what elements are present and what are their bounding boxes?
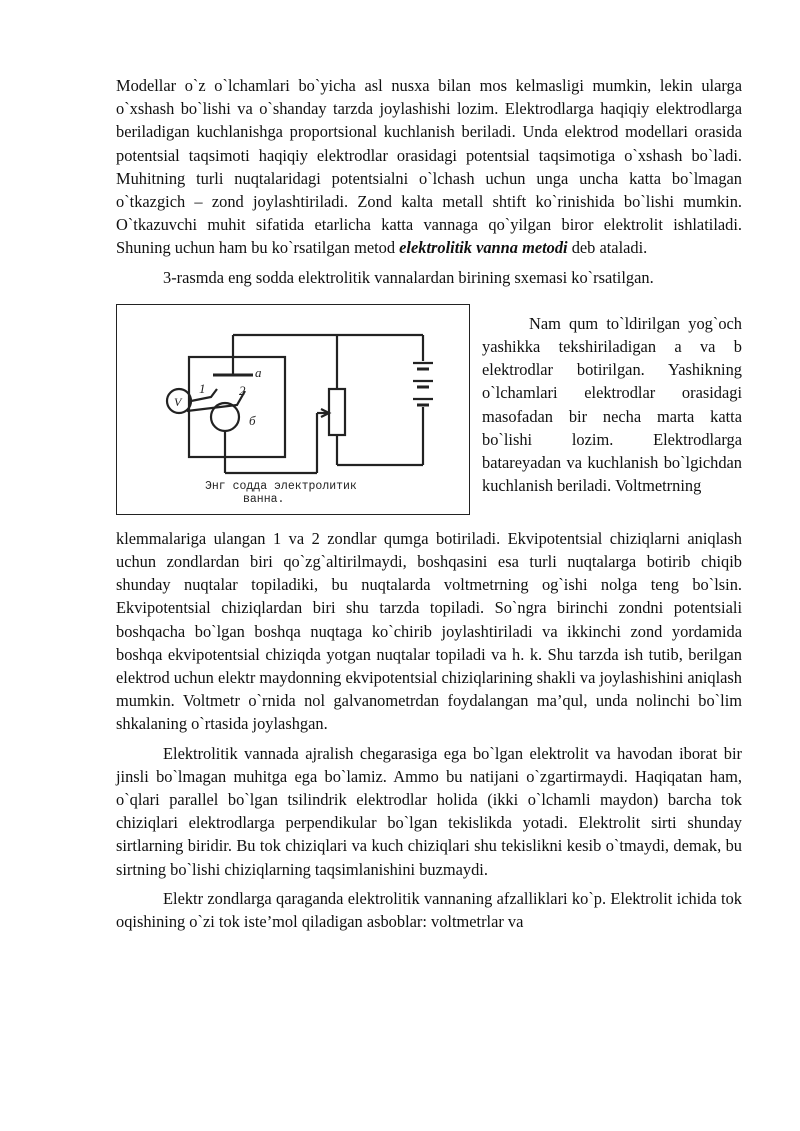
figure-electrolytic-bath — [116, 304, 470, 515]
label-b: б — [249, 412, 256, 428]
paragraph-figure-reference: 3-rasmda eng sodda elektrolitik vannalardan birining sxemasi ko`rsatilgan. — [163, 267, 654, 287]
paragraph-intro — [116, 74, 742, 260]
figure-row — [116, 304, 742, 527]
figure-caption-line-2: ванна. — [243, 492, 285, 506]
bath-box — [189, 357, 285, 457]
label-probe-1: 1 — [199, 380, 206, 396]
circuit-diagram — [117, 305, 469, 514]
label-probe-2: 2 — [239, 382, 246, 398]
paragraph-intro-text-a: Modellar o`z o`lchamlari bo`yicha asl nusxa bilan mos kelmasligi mumkin, lekin ularga o`xshash bo`lishi va o`shanday tarzda joylashishi lozim. Elektrodlarga haqiqiy elektrodlarga beriladigan kuchlanishga proportsional kuchlanish beriladi. Unda elektrod modellari orasida potentsial taqsimoti haqiqiy elektrodlar orasidagi potentsial taqsimotiga o`xshash bo`ladi. Muhitning turli nuqtalaridagi potentsialni o`lchash uchun unga uncha katta bo`lmagan o`tkazgich – zond joylashtiriladi. Zond kalta metall shtift ko`rinishida bo`lishi mumkin. O`tkazuvchi muhit sifatida etarlicha katta vannaga qo`yilgan biror elektrolit ishlatiladi. Shuning uchun ham bu ko`rsatilgan metod — [116, 76, 742, 258]
document-page — [116, 74, 742, 933]
paragraph-inhomogeneous-medium: Elektrolitik vannada ajralish chegarasiga ega bo`lgan elektrolit va havodan iborat bir jinsli bo`lmagan muhitga ega bo`lamiz. Ammo bu natijani o`zgartirmaydi. Haqiqatan ham, o`qlari parallel bo`lgan tsilindrik elektrodlar holida (ikki o`lchamli maydon) barcha tok chiziqlari elektrodlarga perpendikular bo`lgan tekislikda yotadi. Elektrolit sirti shunday sirtlarning biridir. Bu tok chiziqlari va kuch chiziqlari shu tekislikni kesib o`tmaydi, demak, bu sirtning bo`lishi chiziqlarning taqsimlanishini buzmaydi. — [116, 743, 742, 879]
paragraph-intro-text-b: deb ataladi. — [567, 238, 648, 258]
paragraph-advantages: Elektr zondlarga qaraganda elektrolitik vannaning afzalliklari ko`p. Elektrolit ichida tok oqishining o`zi tok iste’mol qiladigan asboblar: voltmetrlar va — [116, 888, 742, 932]
label-a: a — [255, 364, 262, 380]
paragraph-probes: klemmalariga ulangan 1 va 2 zondlar qumga botiriladi. Ekvipotentsial chiziqlarni aniqlash uchun zondlardan biri qo`zg`altirilmaydi, boshqasini esa turli nuqtalarga botirib chiqib shunday nuqtalar topiladiki, bu nuqtalarda voltmetrning og`ishi nolga teng bo`lsin. Ekvipotentsial chiziqlardan biri shu tarzda topiladi. So`ngra birinchi zondni potentsiali boshqacha bo`lgan boshqa nuqtaga ko`chirib joylashtiriladi va ikkinchi zond yordamida boshqa ekvipotentsial chiziqda yotgan nuqtalar topiladi va h. k. Shu tarzda ish tutib, berilgan elektrod uchun elektr maydonning ekvipotentsial chiziqlarining shakli va joylashishini aniqlash mumkin. Voltmetr o`rnida nol galvanometrdan foydalangan ma’qul, unda nolinchi bo`lim shkalaning o`rtasida joylashgan. — [116, 528, 742, 734]
emphasis-method-name: elektrolitik vanna metodi — [399, 238, 568, 258]
figure-side-text — [482, 312, 742, 498]
figure-caption-line-1: Энг содда электролитик — [205, 479, 357, 493]
voltage-divider — [329, 389, 345, 435]
paragraph-figure-description: Nam qum to`ldirilgan yog`och yashikka tekshiriladigan a va b elektrodlar botirilgan. Yashikning o`lchamlari elektrodlar orasidagi masofadan bir necha marta katta bo`lishi lozim. Elektrodlarga batareyadan va kuchlanish bo`lgichdan kuchlanish beriladi. Voltmetrning — [482, 313, 742, 496]
label-voltmeter: V — [174, 394, 182, 409]
